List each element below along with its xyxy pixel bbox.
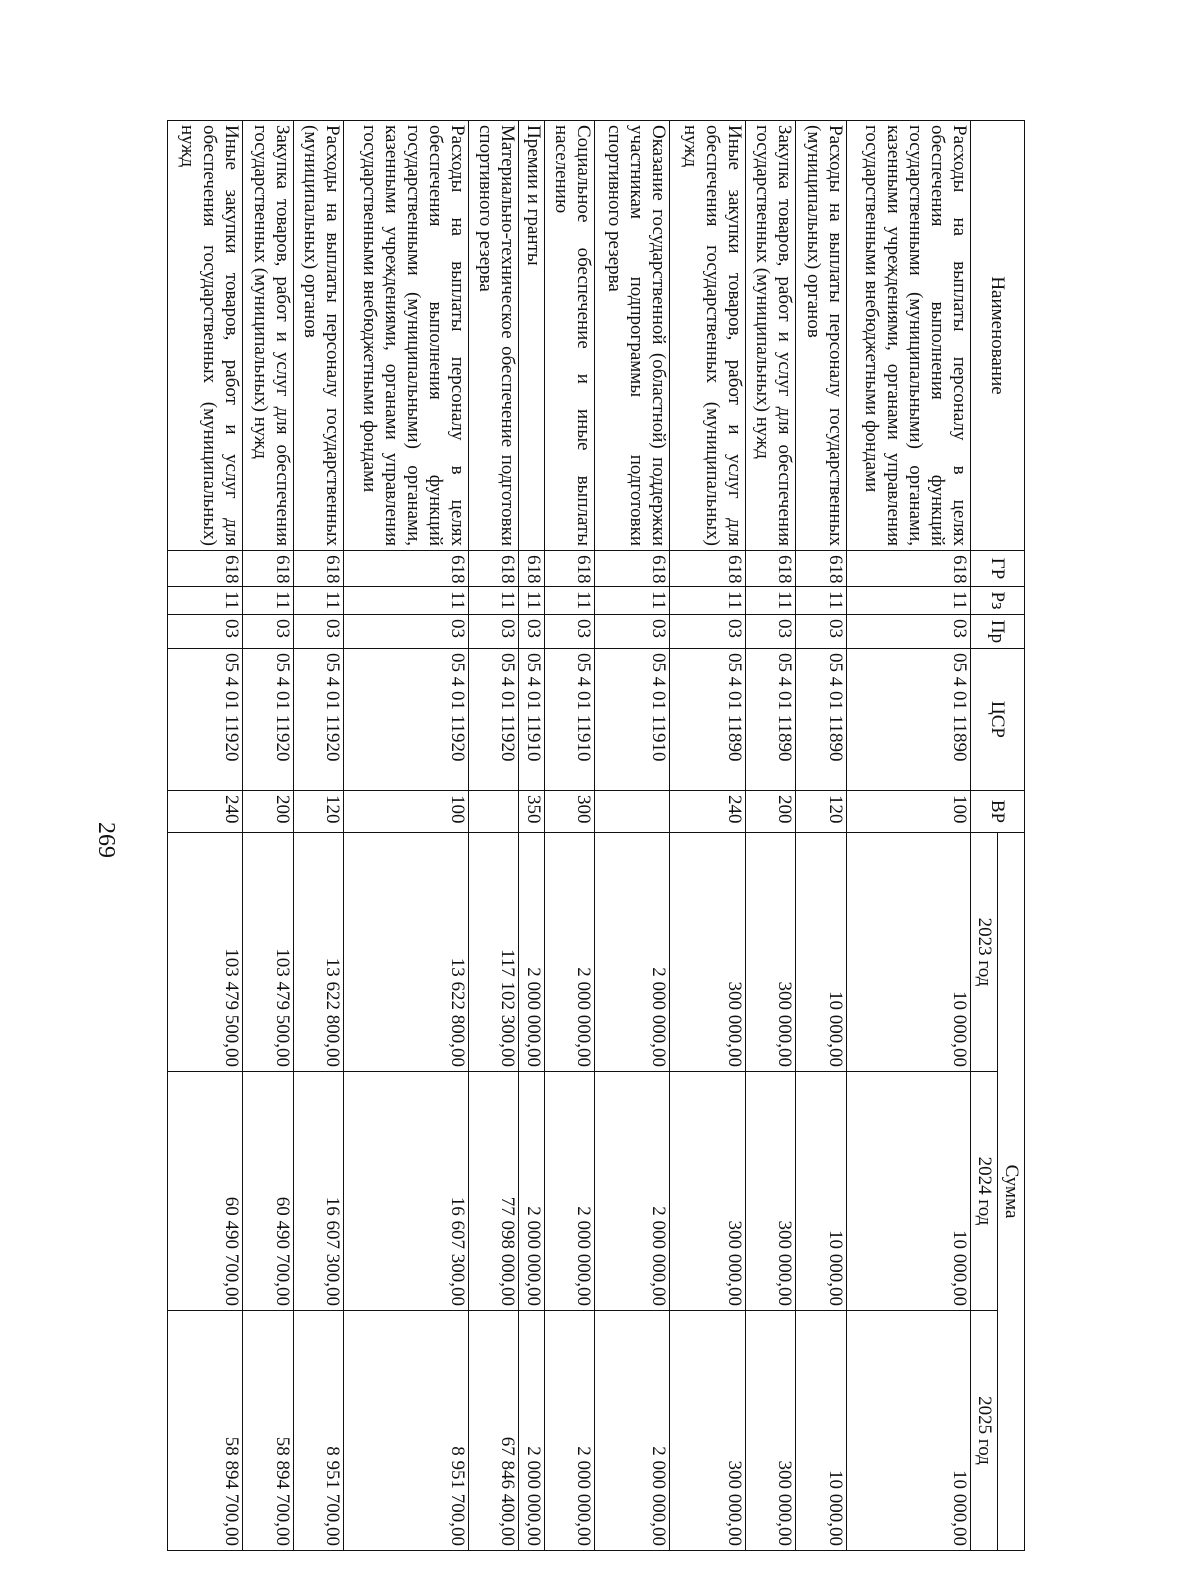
cell-sum-2024: 2 000 000,00: [519, 1072, 545, 1311]
cell-sum-2024: 60 490 700,00: [168, 1072, 243, 1311]
cell-sum-2023: 103 479 500,00: [243, 833, 293, 1072]
cell-sum-2023: 2 000 000,00: [544, 833, 594, 1072]
header-year-2024: 2024 год: [971, 1072, 998, 1311]
table-row: [745, 121, 795, 1551]
cell-vr: [595, 791, 670, 833]
cell-gr: 618: [243, 551, 293, 587]
cell-sum-2023: 300 000,00: [745, 833, 795, 1072]
cell-sum-2025: 2 000 000,00: [595, 1311, 670, 1551]
cell-pr: 03: [344, 615, 468, 649]
header-gr: ГР: [971, 551, 1025, 587]
cell-sum-2023: 300 000,00: [670, 833, 745, 1072]
cell-sum-2024: 300 000,00: [745, 1072, 795, 1311]
cell-gr: 618: [468, 551, 518, 587]
cell-vr: 120: [796, 791, 846, 833]
cell-pr: 03: [168, 615, 243, 649]
cell-csr: 05 4 01 11890: [796, 649, 846, 791]
cell-name: Иные закупки товаров, работ и услуг для обеспечения государственных (муниципальных) нужд: [168, 121, 243, 551]
cell-sum-2023: 103 479 500,00: [168, 833, 243, 1072]
cell-csr: 05 4 01 11910: [544, 649, 594, 791]
cell-sum-2024: 10 000,00: [846, 1072, 970, 1311]
cell-name: Расходы на выплаты персоналу в целях обеспечения выполнения функций государственными (муниципальными) органами, казенными учреждениями, органами управления государственными внебюджетными фондами: [344, 121, 468, 551]
table-row: [595, 121, 670, 1551]
cell-pr: 03: [293, 615, 343, 649]
cell-rz: 11: [846, 587, 970, 615]
cell-rz: 11: [468, 587, 518, 615]
cell-sum-2024: 10 000,00: [796, 1072, 846, 1311]
cell-sum-2023: 2 000 000,00: [519, 833, 545, 1072]
cell-sum-2023: 13 622 800,00: [344, 833, 468, 1072]
cell-gr: 618: [519, 551, 545, 587]
table-row: [344, 121, 468, 1551]
cell-pr: 03: [243, 615, 293, 649]
table-row: [544, 121, 594, 1551]
cell-sum-2024: 16 607 300,00: [293, 1072, 343, 1311]
cell-pr: 03: [519, 615, 545, 649]
cell-vr: 240: [168, 791, 243, 833]
cell-csr: 05 4 01 11910: [519, 649, 545, 791]
table-row: [796, 121, 846, 1551]
cell-name: Социальное обеспечение и иные выплаты населению: [544, 121, 594, 551]
table-row: [846, 121, 970, 1551]
cell-sum-2025: 58 894 700,00: [243, 1311, 293, 1551]
cell-name: Материально-техническое обеспечение подготовки спортивного резерва: [468, 121, 518, 551]
cell-rz: 11: [293, 587, 343, 615]
cell-pr: 03: [745, 615, 795, 649]
cell-csr: 05 4 01 11890: [846, 649, 970, 791]
cell-vr: 200: [745, 791, 795, 833]
cell-rz: 11: [745, 587, 795, 615]
cell-pr: 03: [544, 615, 594, 649]
cell-pr: 03: [846, 615, 970, 649]
page-number: 269: [93, 822, 119, 858]
cell-pr: 03: [670, 615, 745, 649]
cell-sum-2024: 77 098 000,00: [468, 1072, 518, 1311]
cell-csr: 05 4 01 11920: [344, 649, 468, 791]
cell-gr: 618: [796, 551, 846, 587]
cell-vr: 100: [344, 791, 468, 833]
budget-table: [167, 120, 1025, 1551]
cell-gr: 618: [846, 551, 970, 587]
cell-name: Закупка товаров, работ и услуг для обеспечения государственных (муниципальных) нужд: [745, 121, 795, 551]
cell-sum-2023: 10 000,00: [796, 833, 846, 1072]
table-row: [468, 121, 518, 1551]
header-year-2023: 2023 год: [971, 833, 998, 1072]
cell-vr: [468, 791, 518, 833]
cell-rz: 11: [796, 587, 846, 615]
cell-sum-2023: 117 102 300,00: [468, 833, 518, 1072]
cell-sum-2024: 2 000 000,00: [544, 1072, 594, 1311]
cell-sum-2025: 58 894 700,00: [168, 1311, 243, 1551]
header-name: Наименование: [971, 121, 1025, 551]
cell-sum-2024: 2 000 000,00: [595, 1072, 670, 1311]
cell-sum-2024: 300 000,00: [670, 1072, 745, 1311]
table-row: [519, 121, 545, 1551]
cell-sum-2025: 67 846 400,00: [468, 1311, 518, 1551]
cell-rz: 11: [344, 587, 468, 615]
table-row: [293, 121, 343, 1551]
cell-sum-2023: 10 000,00: [846, 833, 970, 1072]
cell-sum-2025: 2 000 000,00: [519, 1311, 545, 1551]
cell-name: Премии и гранты: [519, 121, 545, 551]
cell-gr: 618: [168, 551, 243, 587]
cell-sum-2025: 10 000,00: [796, 1311, 846, 1551]
cell-pr: 03: [595, 615, 670, 649]
cell-name: Расходы на выплаты персоналу государственных (муниципальных) органов: [293, 121, 343, 551]
cell-sum-2023: 13 622 800,00: [293, 833, 343, 1072]
cell-vr: 300: [544, 791, 594, 833]
cell-pr: 03: [468, 615, 518, 649]
cell-sum-2024: 16 607 300,00: [344, 1072, 468, 1311]
cell-rz: 11: [243, 587, 293, 615]
cell-rz: 11: [168, 587, 243, 615]
cell-sum-2025: 8 951 700,00: [293, 1311, 343, 1551]
cell-vr: 120: [293, 791, 343, 833]
header-csr: ЦСР: [971, 649, 1025, 791]
cell-sum-2025: 8 951 700,00: [344, 1311, 468, 1551]
cell-csr: 05 4 01 11920: [168, 649, 243, 791]
cell-vr: 200: [243, 791, 293, 833]
header-pr: Пр: [971, 615, 1025, 649]
cell-csr: 05 4 01 11920: [468, 649, 518, 791]
cell-name: Расходы на выплаты персоналу в целях обеспечения выполнения функций государственными (муниципальными) органами, казенными учреждениями, органами управления государственными внебюджетными фондами: [846, 121, 970, 551]
cell-rz: 11: [544, 587, 594, 615]
header-rz: Рз: [971, 587, 1025, 615]
cell-csr: 05 4 01 11920: [243, 649, 293, 791]
cell-vr: 100: [846, 791, 970, 833]
cell-name: Оказание государственной (областной) поддержки участникам подпрограммы подготовки спортивного резерва: [595, 121, 670, 551]
cell-sum-2025: 300 000,00: [670, 1311, 745, 1551]
cell-vr: 240: [670, 791, 745, 833]
cell-vr: 350: [519, 791, 545, 833]
cell-pr: 03: [796, 615, 846, 649]
cell-name: Иные закупки товаров, работ и услуг для обеспечения государственных (муниципальных) нужд: [670, 121, 745, 551]
rotated-table-container: [167, 120, 1025, 1550]
cell-gr: 618: [745, 551, 795, 587]
header-year-2025: 2025 год: [971, 1311, 998, 1551]
header-sum: Сумма: [998, 833, 1025, 1551]
table-row: [670, 121, 745, 1551]
cell-gr: 618: [344, 551, 468, 587]
header-vr: ВР: [971, 791, 1025, 833]
cell-name: Закупка товаров, работ и услуг для обеспечения государственных (муниципальных) нужд: [243, 121, 293, 551]
cell-sum-2024: 60 490 700,00: [243, 1072, 293, 1311]
cell-gr: 618: [670, 551, 745, 587]
cell-sum-2025: 10 000,00: [846, 1311, 970, 1551]
cell-gr: 618: [544, 551, 594, 587]
cell-rz: 11: [595, 587, 670, 615]
cell-rz: 11: [519, 587, 545, 615]
cell-gr: 618: [293, 551, 343, 587]
table-row: [168, 121, 243, 1551]
cell-csr: 05 4 01 11920: [293, 649, 343, 791]
cell-csr: 05 4 01 11890: [670, 649, 745, 791]
table-row: [243, 121, 293, 1551]
cell-sum-2025: 2 000 000,00: [544, 1311, 594, 1551]
cell-rz: 11: [670, 587, 745, 615]
cell-sum-2025: 300 000,00: [745, 1311, 795, 1551]
header-row-top: [998, 121, 1025, 1551]
cell-csr: 05 4 01 11910: [595, 649, 670, 791]
cell-csr: 05 4 01 11890: [745, 649, 795, 791]
cell-gr: 618: [595, 551, 670, 587]
cell-name: Расходы на выплаты персоналу государственных (муниципальных) органов: [796, 121, 846, 551]
cell-sum-2023: 2 000 000,00: [595, 833, 670, 1072]
